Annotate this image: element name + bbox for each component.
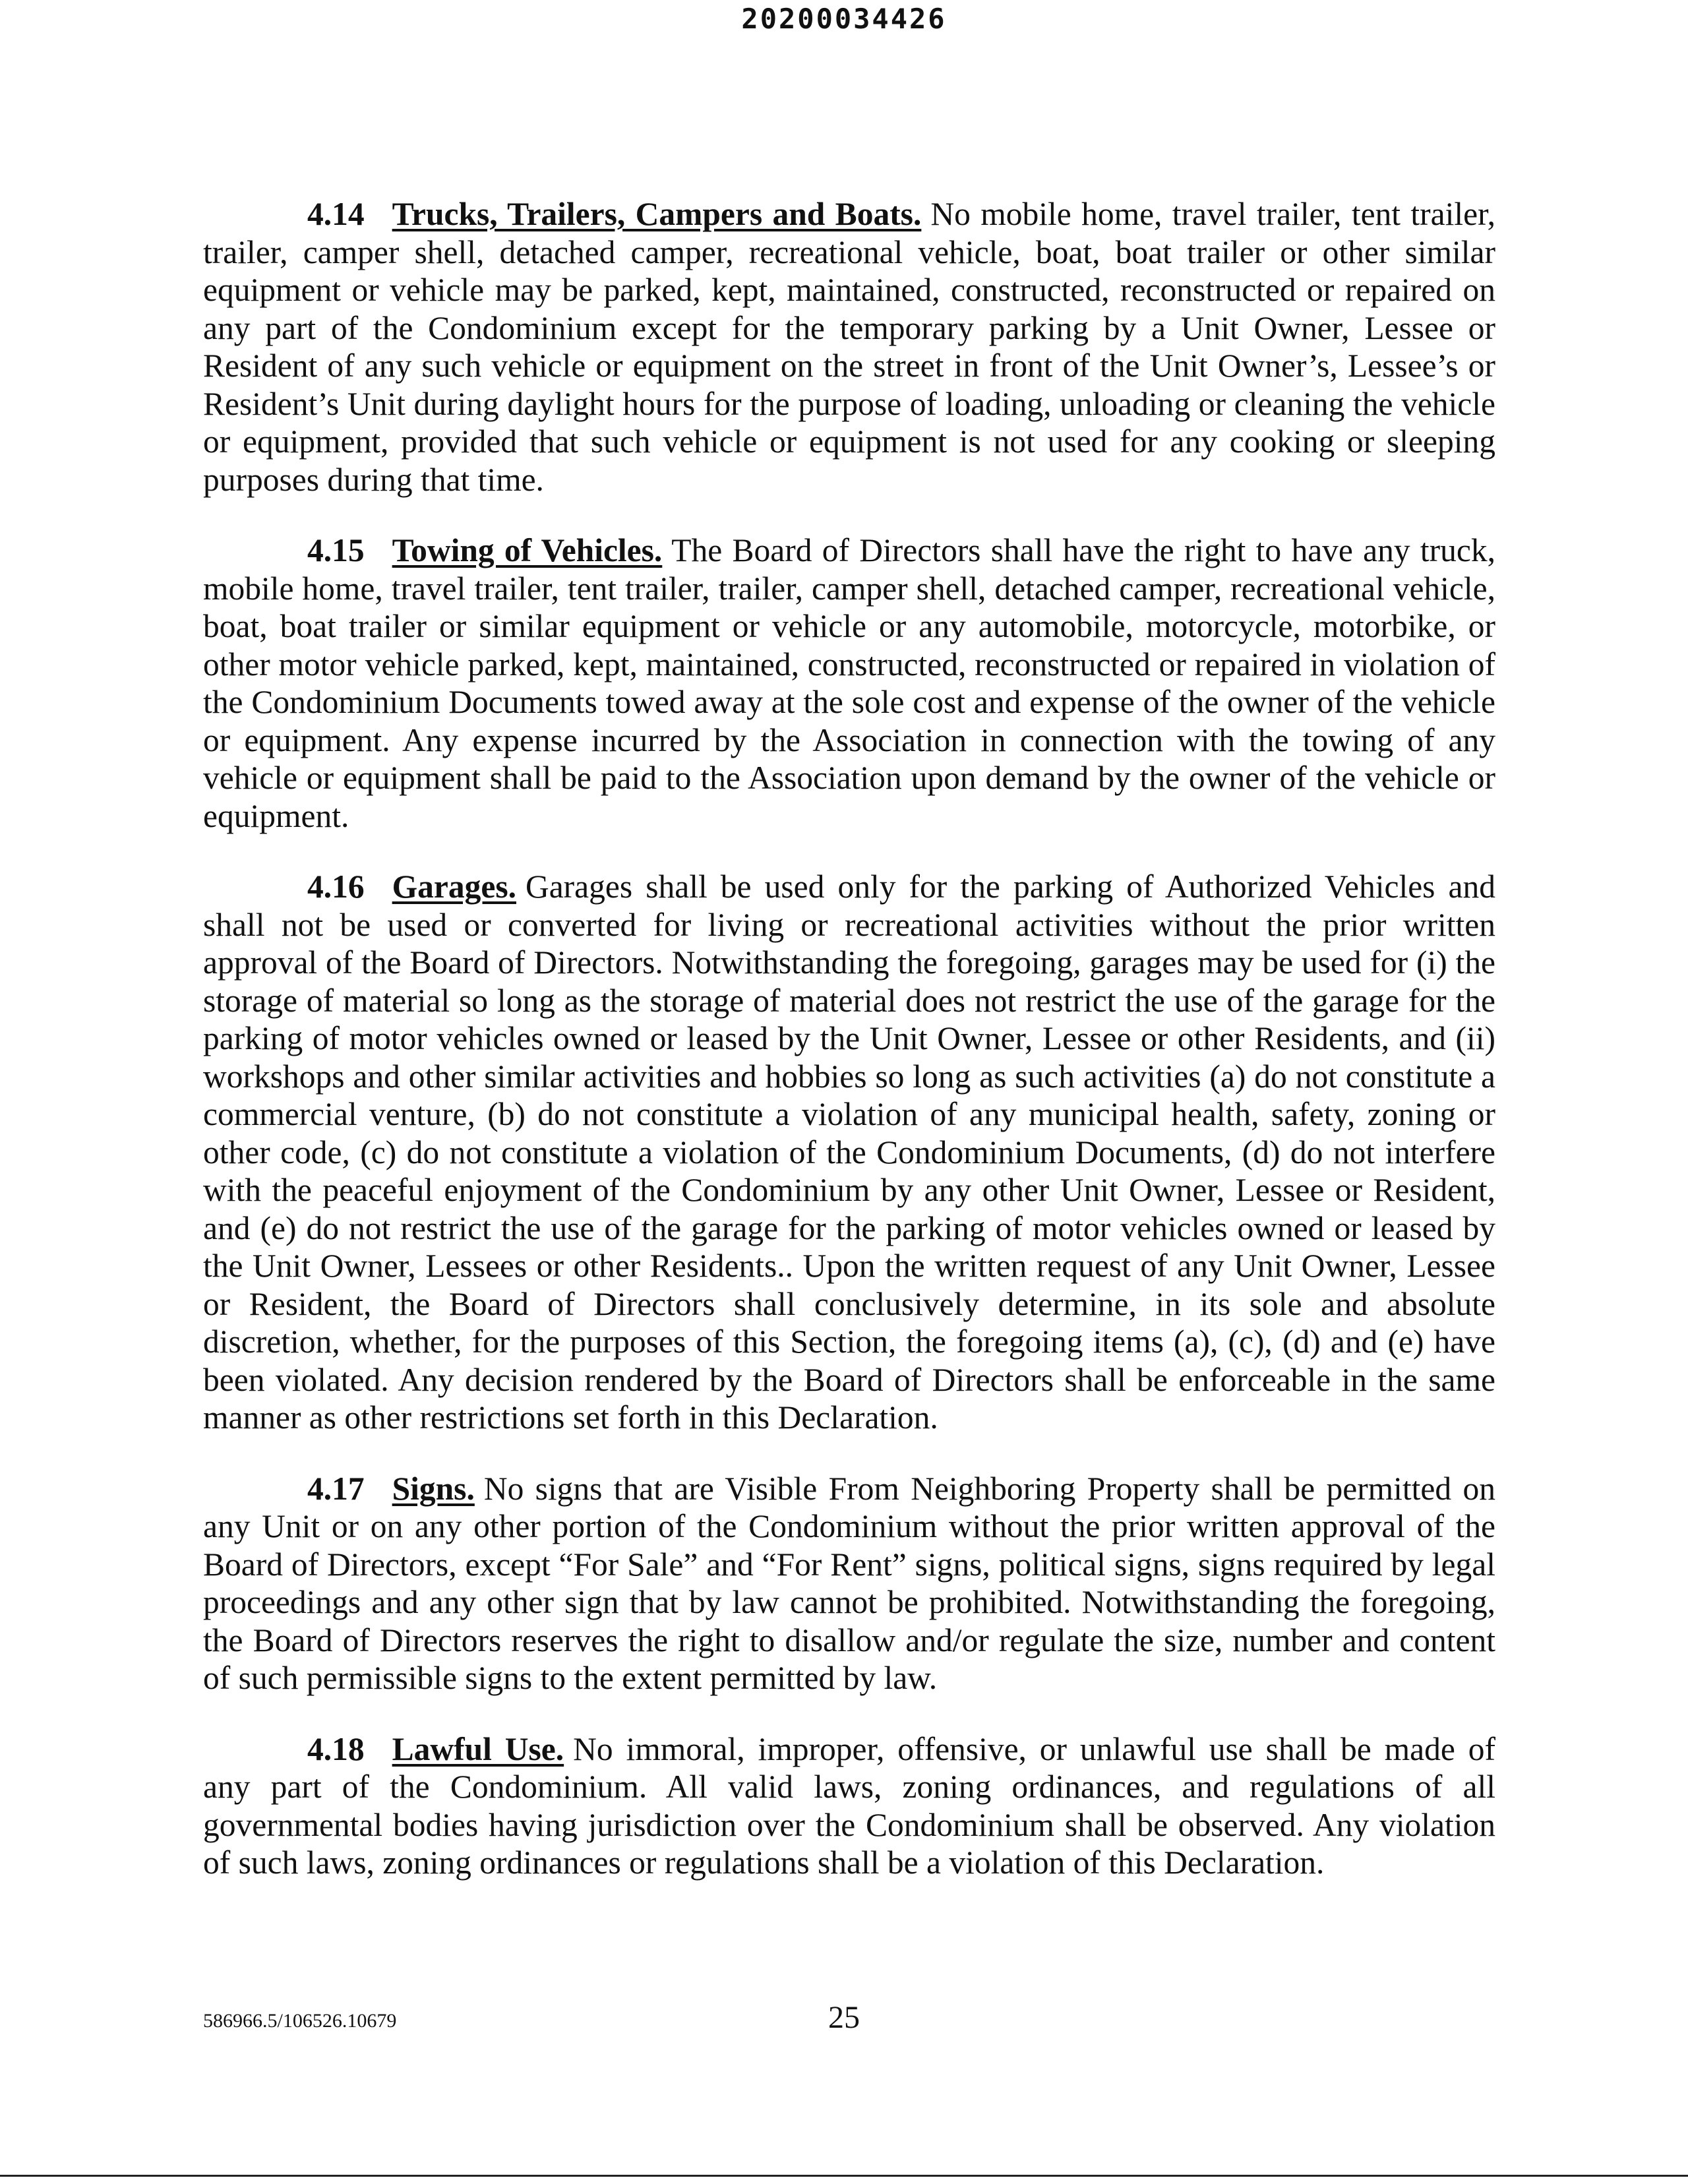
section-title: Garages. — [392, 868, 516, 905]
section-title: Lawful Use. — [392, 1730, 564, 1767]
footer-document-id: 586966.5/106526.10679 — [203, 2010, 397, 2032]
section-4-17 — [203, 1470, 1495, 1697]
bottom-rule — [0, 2175, 1688, 2177]
section-number: 4.15 — [307, 532, 365, 568]
section-4-16 — [203, 868, 1495, 1437]
section-title: Trucks, Trailers, Campers and Boats. — [392, 196, 922, 232]
section-4-18 — [203, 1730, 1495, 1882]
section-4-15 — [203, 531, 1495, 835]
section-body: No mobile home, travel trailer, tent trailer, trailer, camper shell, detached camper, recreational vehicle, boat, boat trailer or other similar equipment or vehicle may be parked, kept, maintained, constructed, reconstructed or repaired on any part of the Condominium except for the temporary parking by a Unit Owner, Lessee or Resident of any such vehicle or equipment on the street in front of the Unit Owner’s, Lessee’s or Resident’s Unit during daylight hours for the purpose of loading, unloading or cleaning the vehicle or equipment, provided that such vehicle or equipment is not used for any cooking or sleeping purposes during that time. — [203, 196, 1495, 498]
section-number: 4.16 — [307, 868, 365, 905]
section-body: No immoral, improper, offensive, or unlawful use shall be made of any part of the Condominium. All valid laws, zoning ordinances, and regulations of all governmental bodies having jurisdiction over the Condominium shall be observed. Any violation of such laws, zoning ordinances or regulations shall be a violation of this Declaration. — [203, 1730, 1495, 1881]
section-body: The Board of Directors shall have the right to have any truck, mobile home, travel trailer, tent trailer, trailer, camper shell, detached camper, recreational vehicle, boat, boat trailer or similar equipment or vehicle or any automobile, motorcycle, motorbike, or other motor vehicle parked, kept, maintained, constructed, reconstructed or repaired in violation of the Condominium Documents towed away at the sole cost and expense of the owner of the vehicle or equipment. Any expense incurred by the Association in connection with the towing of any vehicle or equipment shall be paid to the Association upon demand by the owner of the vehicle or equipment. — [203, 532, 1495, 834]
section-number: 4.14 — [307, 196, 365, 232]
section-number: 4.18 — [307, 1730, 365, 1767]
section-4-14 — [203, 195, 1495, 499]
section-title: Towing of Vehicles. — [392, 532, 663, 568]
document-body — [203, 195, 1495, 1915]
page-number: 25 — [828, 2000, 860, 2035]
section-body: Garages shall be used only for the parking of Authorized Vehicles and shall not be used or converted for living or recreational activities without the prior written approval of the Board of Directors. Notwithstanding the foregoing, garages may be used for (i) the storage of material so long as the storage of material does not restrict the use of the garage for the parking of motor vehicles owned or leased by the Unit Owner, Lessee or other Residents, and (ii) workshops and other similar activities and hobbies so long as such activities (a) do not constitute a commercial venture, (b) do not constitute a violation of any municipal health, safety, zoning or other code, (c) do not constitute a violation of the Condominium Documents, (d) do not interfere with the peaceful enjoyment of the Condominium by any other Unit Owner, Lessee or Resident, and (e) do not restrict the use of the garage for the parking of motor vehicles owned or leased by the Unit Owner, Lessees or other Residents.. Upon the written request of any Unit Owner, Lessee or Resident, the Board of Directors shall conclusively determine, in its sole and absolute discretion, whether, for the purposes of this Section, the foregoing items (a), (c), (d) and (e) have been violated. Any decision rendered by the Board of Directors shall be enforceable in the same manner as other restrictions set forth in this Declaration. — [203, 868, 1495, 1436]
section-body: No signs that are Visible From Neighboring Property shall be permitted on any Unit or on any other portion of the Condominium without the prior written approval of the Board of Directors, except “For Sale” and “For Rent” signs, political signs, signs required by legal proceedings and any other sign that by law cannot be prohibited. Notwithstanding the foregoing, the Board of Directors reserves the right to disallow and/or regulate the size, number and content of such permissible signs to the extent permitted by law. — [203, 1470, 1495, 1696]
section-number: 4.17 — [307, 1470, 365, 1507]
section-title: Signs. — [392, 1470, 475, 1507]
recording-number: 20200034426 — [741, 3, 947, 35]
